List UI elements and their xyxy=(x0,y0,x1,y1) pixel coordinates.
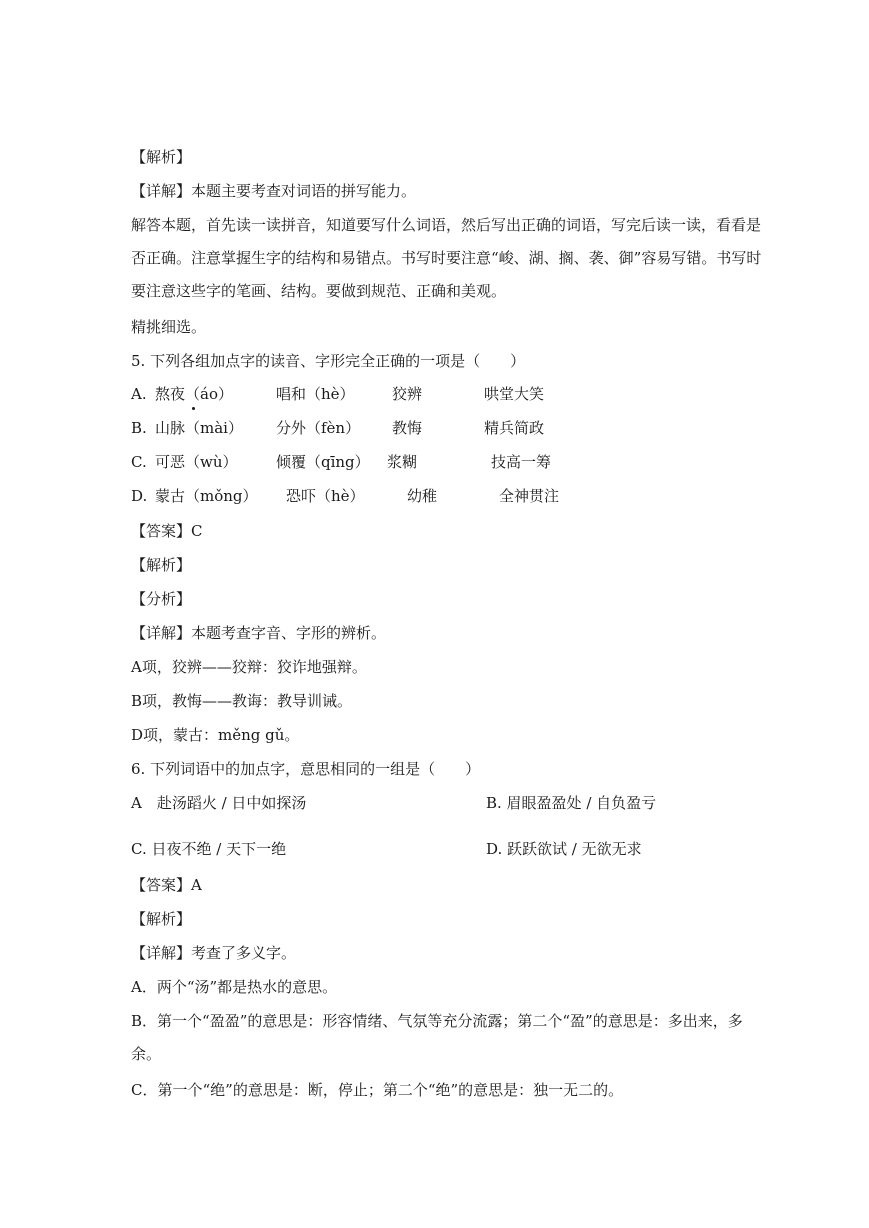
closing-line: 精挑细选。 xyxy=(131,318,207,336)
option-item-2: 恐吓（hè） xyxy=(286,487,365,505)
option-item-4: 全神贯注 xyxy=(499,487,560,505)
q6-explain-b: B．第一个“盈盈”的意思是：形容情绪、气氛等充分流露；第二个“盈”的意思是：多出来，多余。 xyxy=(131,1012,743,1063)
q6-detail: 【详解】考查了多义字。 xyxy=(131,944,297,962)
option-item-1: 可恶（wù） xyxy=(155,453,238,471)
option-item-2: 唱和（hè） xyxy=(276,385,355,403)
option-item-1: 熬夜（áo） xyxy=(155,385,233,403)
q6-option-b: B. 眉眼盈盈处 / 自负盈亏 xyxy=(486,794,657,812)
q5-explain-b: B项，教悔——教诲：教导训诫。 xyxy=(131,692,353,710)
q6-option-a: A 赴汤蹈火 / 日中如探汤 xyxy=(131,794,307,812)
question-5-stem: 5. 下列各组加点字的读音、字形完全正确的一项是（ ） xyxy=(131,352,526,370)
q5-option-a xyxy=(131,384,545,404)
option-item-2: 倾覆（qīng） xyxy=(276,453,370,471)
option-label: B. xyxy=(131,419,147,437)
option-item-4: 精兵简政 xyxy=(484,419,545,437)
q6-option-d: D. 跃跃欲试 / 无欲无求 xyxy=(486,840,642,858)
q6-answer: 【答案】A xyxy=(131,876,202,894)
q6-option-c: C. 日夜不绝 / 天下一绝 xyxy=(131,840,287,858)
explanation-paragraph: 解答本题，首先读一读拼音，知道要写什么词语，然后写出正确的词语，写完后读一读，看看是否正确。注意掌握生字的结构和易错点。书写时要注意“峻、湖、搁、袭、御”容易写错。书写时要注意这些字的笔画、结构。要做到规范、正确和美观。 xyxy=(131,216,762,300)
detail-line: 【详解】本题主要考查对词语的拼写能力。 xyxy=(131,182,417,200)
option-label: C. xyxy=(131,453,147,471)
q5-explain-d: D项，蒙古：měng gǔ。 xyxy=(131,726,300,744)
option-item-1: 山脉（mài） xyxy=(155,419,243,437)
option-item-4: 技高一筹 xyxy=(491,453,552,471)
q5-analysis-heading: 【解析】 xyxy=(131,556,192,574)
q5-fenxi-heading: 【分析】 xyxy=(131,590,192,608)
option-item-3: 狡辨 xyxy=(392,385,423,403)
q6-explain-c: C．第一个“绝”的意思是：断，停止；第二个“绝”的意思是：独一无二的。 xyxy=(131,1081,624,1099)
q5-answer: 【答案】C xyxy=(131,522,203,540)
q5-explain-a: A项，狡辨——狡辩：狡诈地强辩。 xyxy=(131,658,367,676)
option-item-2: 分外（fèn） xyxy=(276,419,361,437)
option-item-4: 哄堂大笑 xyxy=(484,385,545,403)
analysis-heading: 【解析】 xyxy=(131,148,192,166)
option-item-3: 浆糊 xyxy=(387,453,418,471)
option-item-1: 蒙古（mǒng） xyxy=(155,487,258,505)
option-item-3: 幼稚 xyxy=(407,487,438,505)
q5-detail: 【详解】本题考查字音、字形的辨析。 xyxy=(131,624,387,642)
option-item-3: 教悔 xyxy=(392,419,423,437)
q6-explain-a: A．两个“汤”都是热水的意思。 xyxy=(131,978,338,996)
option-label: A. xyxy=(131,385,147,403)
question-6-stem: 6. 下列词语中的加点字，意思相同的一组是（ ） xyxy=(131,760,481,778)
option-label: D. xyxy=(131,487,148,505)
q6-analysis-heading: 【解析】 xyxy=(131,910,192,928)
